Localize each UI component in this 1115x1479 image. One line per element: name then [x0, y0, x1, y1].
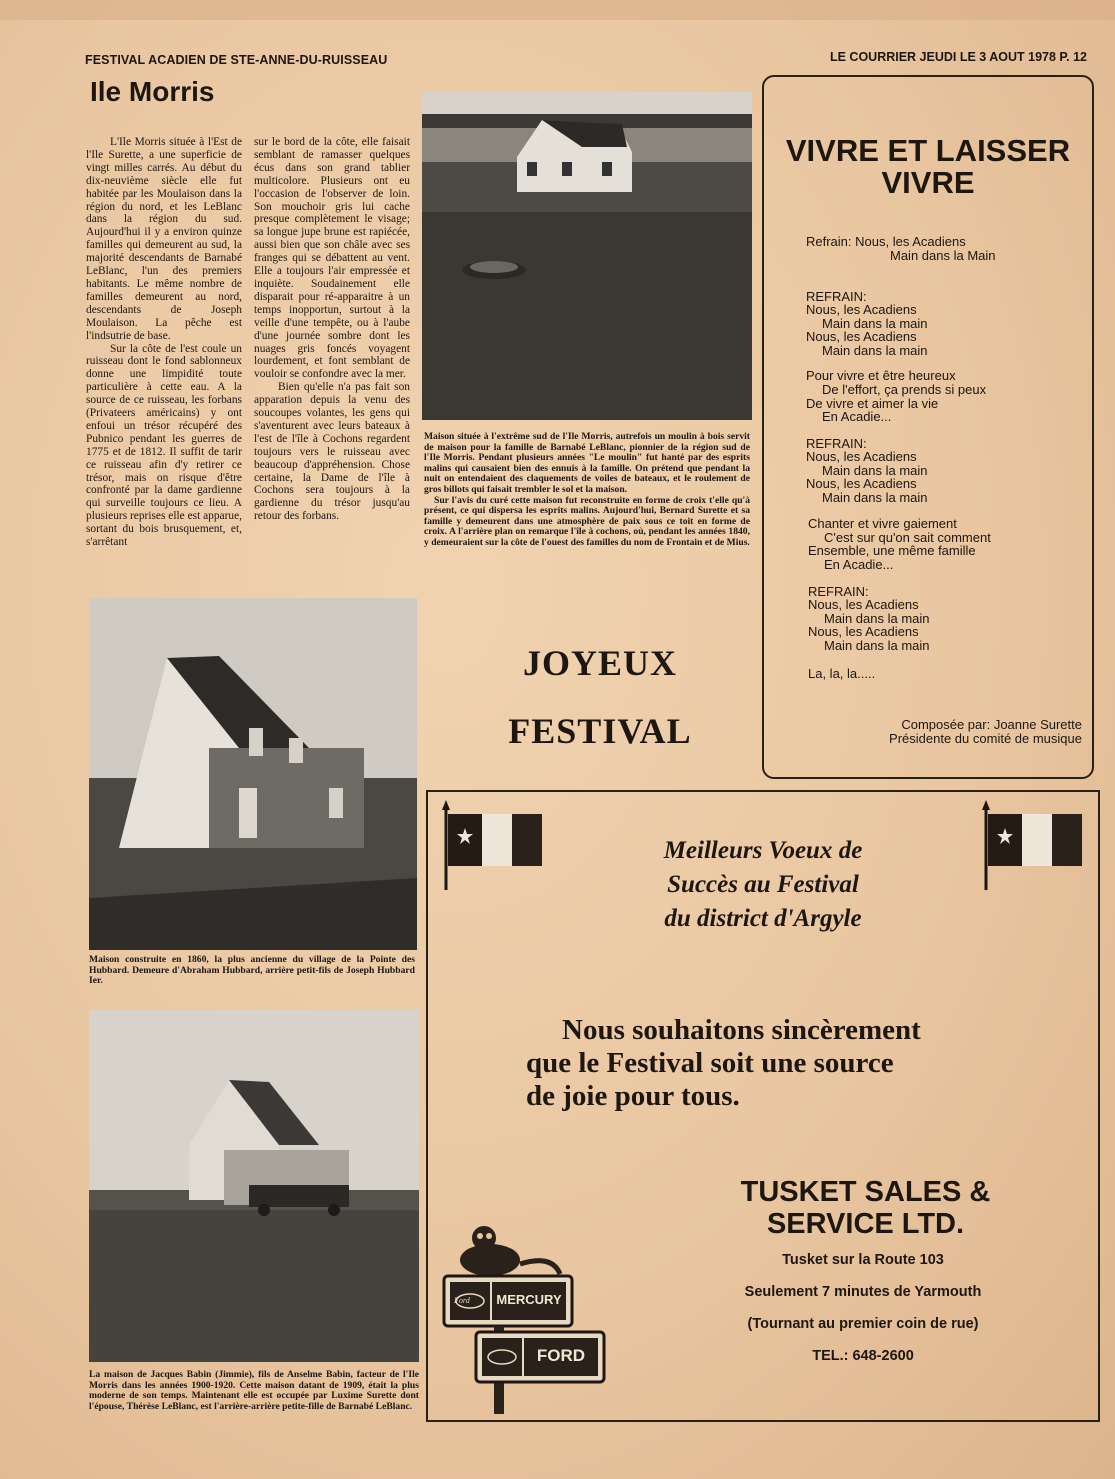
song-line: Main dans la main [822, 463, 928, 478]
photo-babin-house [89, 1010, 419, 1362]
caption-bottom-photo: La maison de Jacques Babin (Jimmie), fils de Anselme Babin, facteur de l'Ile Morris dans les années 1900-1920. Cette maison datant de 1909, était la plus moderne de son temps. Maintenant elle est occupée par Luxime Surette dont l'épouse, Thérèse LeBlanc, est l'arrière-arrière petite-fille de Barnabé LeBlanc. [89, 1369, 419, 1412]
photo-morris-house [422, 92, 752, 420]
joyeux-text: JOYEUX [522, 643, 677, 683]
script-line: Meilleurs Voeux de [663, 837, 863, 864]
caption-top-photo [424, 432, 750, 549]
script-line: du district d'Argyle [664, 905, 862, 932]
business-name-line: SERVICE LTD. [766, 1208, 965, 1240]
song-line: Refrain: Nous, les Acadiens [806, 234, 966, 249]
photo-hubbard-house [89, 598, 417, 950]
song-line: C'est sur qu'on sait comment [824, 530, 991, 545]
article-paragraph: L'Ile Morris située à l'Est de l'Ile Surette, a une superficie de vingt milles carrés. Au début du dix-neuvième siècle elle fut habitée par les Moulaison dans la région du nord, et les LeBlanc dans la région du sud. Aujourd'hui il y a environ quinze familles qui demeurent au sud, la majorité descendants de Barnabé LeBlanc, l'un des premiers habitants. Le même nombre de familles demeurent au nord, descendants de Joseph Moulaison. La pêche est l'indsutrie de base. [86, 136, 242, 342]
song-line: Nous, les Acadiens [806, 449, 917, 464]
song-line: Ensemble, une même famille [808, 543, 976, 558]
song-credit: Composée par: Joanne Surette [901, 717, 1082, 732]
song-title-line-1: VIVRE ET LAISSER [785, 133, 1071, 168]
page-top-edge [0, 0, 1115, 20]
song-line: Main dans la main [824, 611, 930, 626]
song-line: La, la, la..... [808, 666, 876, 681]
song-line: Main dans la main [822, 316, 928, 331]
wish-line: que le Festival soit une source [526, 1047, 894, 1079]
ad-wish [526, 1014, 1086, 1113]
business-distance: Seulement 7 minutes de Yarmouth [744, 1284, 982, 1300]
business-phone: TEL.: 648-2600 [812, 1348, 914, 1364]
section-header: FESTIVAL ACADIEN DE STE-ANNE-DU-RUISSEAU [85, 53, 388, 67]
song-line: Pour vivre et être heureux [806, 368, 956, 383]
song-title-line-2: VIVRE [881, 165, 975, 200]
song-line: En Acadie... [822, 409, 892, 424]
song-line: De vivre et aimer la vie [806, 396, 939, 411]
mercury-sign-label: MERCURY [496, 1292, 562, 1307]
song-line: Nous, les Acadiens [808, 624, 919, 639]
song-line: Main dans la main [822, 343, 928, 358]
ford-sign-label: FORD [536, 1346, 586, 1365]
dateline: LE COURRIER JEUDI LE 3 AOUT 1978 P. 12 [829, 50, 1087, 64]
ad-script-greeting [428, 834, 1098, 936]
business-address: Tusket sur la Route 103 [782, 1252, 944, 1268]
script-line: Succès au Festival [667, 871, 859, 898]
caption-paragraph: Maison située à l'extrême sud de l'Ile Morris, autrefois un moulin à bois servit de maison pour la famille de Barnabé LeBlanc, pionnier de la région sud de l'Ile Morris. Pendant plusieurs années "Le moulin" fut hanté par des esprits malins qui causaient bien des ennuis à la famille. On prétend que pendant la nuit on entendaient des claquements de voiles de bateaux, et le roulement de gros billots qui faisait trembler le sol et la maison. [424, 431, 750, 495]
song-line: REFRAIN: [806, 289, 867, 304]
article-column-2 [254, 136, 410, 523]
article-paragraph: Bien qu'elle n'a pas fait son apparation depuis la venu des soucoupes volantes, les gens qui s'aventurent avec leurs bateaux à l'est de l'île à Cochons regardent toujours vers le ruisseau avec beaucoup d'appréhension. Chose certaine, la Dame de l'île à Cochons sera toujours à la gardienne du trésor jusqu'au retour des forbans. [254, 381, 410, 523]
festival-text: FESTIVAL [508, 711, 692, 751]
ford-oval-small: Ford [454, 1296, 470, 1305]
article-paragraph: Sur la côte de l'est coule un ruisseau dont le fond sablonneux donne une limpidité toute particulière à cette eau. A la source de ce ruisseau, les forbans (Privateers américains) y ont enfoui un trésor récupéré des Pubnico pendant les guerres de 1775 et de 1812. Il suffit de tarir ce ruisseau afin d'y retirer ce trésor, mais on risque d'être confronté par la dame gardienne qui surveille toujours ce lieu. A plusieurs reprises elle est apparue, sortant du bois brusquement, et, s'arrêtant [86, 342, 242, 549]
song-line: Main dans la main [822, 490, 928, 505]
business-name [708, 1176, 1023, 1240]
business-name-line: TUSKET SALES & [740, 1176, 991, 1208]
business-directions: (Tournant au premier coin de rue) [747, 1316, 979, 1332]
wish-line: Nous souhaitons sincèrement [562, 1014, 921, 1046]
song-title [764, 135, 1092, 199]
song-line: REFRAIN: [806, 436, 867, 451]
wish-line: de joie pour tous. [526, 1080, 740, 1112]
caption-paragraph: Sur l'avis du curé cette maison fut reconstruite en forme de croix t'elle qu'à présent, ce qui dispersa les esprits malins. Aujourd'hui, Bernard Surette et sa famille y demeurent dans une atmosphère de paix sous ce toit en forme de croix. A l'arrière plan on remarque l'île à cochons, où, pendant les années 1840, y demeuraient sur la côte de l'ouest des familles du nom de Frontain et de Mius. [424, 494, 750, 548]
article-title: Ile Morris [90, 76, 215, 107]
song-line: Main dans la main [824, 638, 930, 653]
song-line: Nous, les Acadiens [808, 597, 919, 612]
cougar-dealer-sign-icon [442, 1224, 614, 1414]
song-line: Chanter et vivre gaiement [808, 516, 957, 531]
article-paragraph: sur le bord de la côte, elle faisait semblant de ramasser quelques écus dans son grand tablier multicolore. Plusieurs ont eu l'occasion de l'observer de loin. Son mouchoir gris lui cache presque complètement le visage; sa longue jupe brune est rapiécée, aussi bien que son châle avec ses franges qui se débattent au vent. Elle a toujours l'air empressée et inquiète. Soudainement elle disparait pour ré-apparaitre à un temps inopportun, surtout à la veille d'une tempête, ou à l'aube d'une journée sombre dont les nuages gris foncés voyagent lourdement, et font semblant de vouloir se confondre avec la mer. [254, 136, 410, 381]
article-column-1 [86, 136, 242, 549]
song-box [762, 75, 1094, 779]
song-line: Nous, les Acadiens [806, 329, 917, 344]
song-line: Nous, les Acadiens [806, 476, 917, 491]
song-credit-role: Présidente du comité de musique [889, 731, 1082, 746]
song-line: REFRAIN: [808, 584, 869, 599]
song-line: En Acadie... [824, 557, 894, 572]
song-line: Nous, les Acadiens [806, 302, 917, 317]
caption-middle-photo: Maison construite en 1860, la plus ancienne du village de la Pointe des Hubbard. Demeure d'Abraham Hubbard, arrière petit-fils de Joseph Hubbard Ier. [89, 954, 415, 987]
advertisement [426, 790, 1100, 1422]
song-line: De l'effort, ça prends si peux [822, 382, 987, 397]
song-line: Main dans la Main [890, 248, 996, 263]
